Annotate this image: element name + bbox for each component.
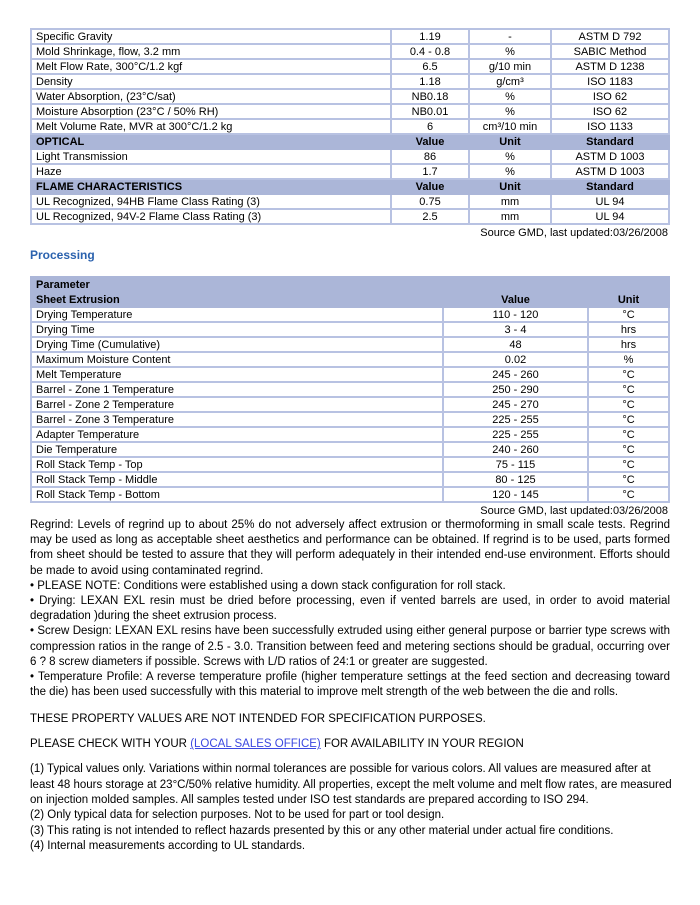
properties-row — [31, 89, 669, 104]
properties-header-row — [31, 179, 669, 194]
processing-cell: Barrel - Zone 1 Temperature — [31, 382, 443, 397]
properties-cell: mm — [469, 209, 551, 224]
properties-cell: ISO 1133 — [551, 119, 669, 134]
processing-row — [31, 472, 669, 487]
properties-cell: Haze — [31, 164, 391, 179]
processing-cell: °C — [588, 382, 669, 397]
processing-cell: Unit — [588, 292, 669, 307]
processing-cell: Adapter Temperature — [31, 427, 443, 442]
processing-cell: Roll Stack Temp - Bottom — [31, 487, 443, 502]
properties-header-row — [31, 134, 669, 149]
properties-row — [31, 44, 669, 59]
properties-cell: 1.19 — [391, 29, 469, 44]
processing-cell: 80 - 125 — [443, 472, 588, 487]
footnote-3: (3) This rating is not intended to reflect hazards presented by this or any other material under actual fire conditions. — [30, 824, 614, 837]
processing-cell: 110 - 120 — [443, 307, 588, 322]
processing-cell: 225 - 255 — [443, 427, 588, 442]
processing-cell: 245 - 260 — [443, 367, 588, 382]
processing-heading: Processing — [30, 248, 95, 262]
properties-row — [31, 104, 669, 119]
properties-cell: % — [469, 89, 551, 104]
local-sales-office-link[interactable]: (LOCAL SALES OFFICE) — [190, 738, 321, 751]
properties-cell: Water Absorption, (23°C/sat) — [31, 89, 391, 104]
processing-cell: 245 - 270 — [443, 397, 588, 412]
properties-cell: 0.4 - 0.8 — [391, 44, 469, 59]
processing-cell: Die Temperature — [31, 442, 443, 457]
processing-cell: Roll Stack Temp - Top — [31, 457, 443, 472]
properties-cell: ISO 62 — [551, 89, 669, 104]
processing-row — [31, 442, 669, 457]
properties-cell: % — [469, 149, 551, 164]
footnote-4: (4) Internal measurements according to UL standards. — [30, 839, 306, 852]
processing-table — [30, 276, 670, 503]
footnote-2: (2) Only typical data for selection purposes. Not to be used for part or tool design. — [30, 809, 445, 822]
processing-table-body — [31, 277, 669, 502]
properties-cell: UL 94 — [551, 194, 669, 209]
processing-cell: 3 - 4 — [443, 322, 588, 337]
processing-header-row — [31, 292, 669, 307]
properties-cell: NB0.01 — [391, 104, 469, 119]
properties-cell: Density — [31, 74, 391, 89]
processing-cell: Drying Temperature — [31, 307, 443, 322]
processing-cell: hrs — [588, 322, 669, 337]
processing-cell: % — [588, 352, 669, 367]
processing-cell: Barrel - Zone 3 Temperature — [31, 412, 443, 427]
properties-cell: g/10 min — [469, 59, 551, 74]
properties-cell: ASTM D 1003 — [551, 164, 669, 179]
processing-notes — [30, 518, 670, 700]
processing-row — [31, 412, 669, 427]
properties-table — [30, 28, 670, 225]
note-please-note: • PLEASE NOTE: Conditions were established using a down stack configuration for roll stack. — [30, 579, 506, 592]
footnote-1: (1) Typical values only. Variations within normal tolerances are possible for various colors. All values are measured after at least 48 hours storage at 23°C/50% relative humidity. All properties, except the melt volume and melt flow rates, are measured on injection molded samples. All samples tested under ISO test standards are prepared according to ISO 294. — [30, 763, 672, 807]
processing-row — [31, 337, 669, 352]
properties-table-body — [31, 29, 669, 224]
properties-cell: cm³/10 min — [469, 119, 551, 134]
availability-statement — [30, 738, 670, 750]
processing-row — [31, 367, 669, 382]
properties-cell: UL 94 — [551, 209, 669, 224]
processing-cell: 250 - 290 — [443, 382, 588, 397]
properties-cell: Unit — [469, 134, 551, 149]
processing-row — [31, 427, 669, 442]
processing-cell: 48 — [443, 337, 588, 352]
properties-cell: 1.18 — [391, 74, 469, 89]
note-drying: • Drying: LEXAN EXL resin must be dried before processing, even if vented barrels are used, in order to avoid material degradation )during the sheet extrusion process. — [30, 595, 670, 623]
processing-row — [31, 322, 669, 337]
processing-row — [31, 382, 669, 397]
properties-source-note: Source GMD, last updated:03/26/2008 — [480, 227, 668, 239]
availability-suffix: FOR AVAILABILITY IN YOUR REGION — [320, 738, 524, 751]
processing-row — [31, 457, 669, 472]
properties-cell: % — [469, 104, 551, 119]
properties-cell: Unit — [469, 179, 551, 194]
processing-cell: °C — [588, 397, 669, 412]
footnotes — [30, 762, 674, 854]
processing-cell: 75 - 115 — [443, 457, 588, 472]
processing-cell: °C — [588, 367, 669, 382]
properties-row — [31, 149, 669, 164]
processing-cell: hrs — [588, 337, 669, 352]
processing-cell: Drying Time — [31, 322, 443, 337]
processing-row — [31, 307, 669, 322]
properties-cell: 0.75 — [391, 194, 469, 209]
spec-purpose-statement: THESE PROPERTY VALUES ARE NOT INTENDED FOR SPECIFICATION PURPOSES. — [30, 713, 486, 726]
properties-cell: UL Recognized, 94HB Flame Class Rating (3) — [31, 194, 391, 209]
properties-cell: ASTM D 792 — [551, 29, 669, 44]
properties-cell: NB0.18 — [391, 89, 469, 104]
properties-cell: - — [469, 29, 551, 44]
processing-cell: °C — [588, 412, 669, 427]
processing-cell: Maximum Moisture Content — [31, 352, 443, 367]
properties-cell: UL Recognized, 94V-2 Flame Class Rating (3) — [31, 209, 391, 224]
properties-cell: Melt Volume Rate, MVR at 300°C/1.2 kg — [31, 119, 391, 134]
properties-cell: 1.7 — [391, 164, 469, 179]
properties-cell: Standard — [551, 179, 669, 194]
processing-row — [31, 397, 669, 412]
properties-cell: Value — [391, 134, 469, 149]
properties-cell: Mold Shrinkage, flow, 3.2 mm — [31, 44, 391, 59]
properties-row — [31, 59, 669, 74]
properties-cell: ASTM D 1003 — [551, 149, 669, 164]
availability-prefix: PLEASE CHECK WITH YOUR — [30, 738, 191, 751]
processing-cell: °C — [588, 307, 669, 322]
processing-cell: °C — [588, 442, 669, 457]
properties-row — [31, 194, 669, 209]
properties-cell: g/cm³ — [469, 74, 551, 89]
processing-cell: Value — [443, 292, 588, 307]
processing-cell: 0.02 — [443, 352, 588, 367]
properties-cell: Specific Gravity — [31, 29, 391, 44]
properties-cell: 6 — [391, 119, 469, 134]
processing-source-note: Source GMD, last updated:03/26/2008 — [480, 505, 668, 517]
processing-cell: Drying Time (Cumulative) — [31, 337, 443, 352]
processing-header-row — [31, 277, 669, 292]
processing-cell: 225 - 255 — [443, 412, 588, 427]
properties-row — [31, 74, 669, 89]
processing-row — [31, 487, 669, 502]
properties-cell: % — [469, 44, 551, 59]
properties-cell: SABIC Method — [551, 44, 669, 59]
properties-cell: Standard — [551, 134, 669, 149]
properties-cell: mm — [469, 194, 551, 209]
processing-cell: Roll Stack Temp - Middle — [31, 472, 443, 487]
processing-cell: Melt Temperature — [31, 367, 443, 382]
note-temperature-profile: • Temperature Profile: A reverse temperature profile (higher temperature settings at the feed section and decreasing toward the die) has been used successfully with this material to improve melt strength of the web between the die and rolls. — [30, 671, 670, 699]
properties-cell: FLAME CHARACTERISTICS — [31, 179, 391, 194]
processing-cell: 240 - 260 — [443, 442, 588, 457]
properties-cell: 6.5 — [391, 59, 469, 74]
note-screw-design: • Screw Design: LEXAN EXL resins have been successfully extruded using either general purpose or barrier type screws with compression ratios in the range of 2.5 - 3.0. Transition between feed and metering sections should be gradual, occurring over 6 ? 8 screw diameters if possible. Screws with L/D ratios of 24:1 or greater are suggested. — [30, 625, 670, 668]
properties-cell: Value — [391, 179, 469, 194]
properties-cell: Light Transmission — [31, 149, 391, 164]
processing-row — [31, 352, 669, 367]
properties-cell: Moisture Absorption (23°C / 50% RH) — [31, 104, 391, 119]
properties-cell: % — [469, 164, 551, 179]
properties-cell: Melt Flow Rate, 300°C/1.2 kgf — [31, 59, 391, 74]
processing-cell: 120 - 145 — [443, 487, 588, 502]
properties-row — [31, 209, 669, 224]
properties-cell: 2.5 — [391, 209, 469, 224]
note-regrind: Regrind: Levels of regrind up to about 25% do not adversely affect extrusion or thermoforming in small scale tests. Regrind may be used as long as acceptable sheet aesthetics and performance can be obtained. If regrind is to be used, parts formed from sheet should be tested to assure that they will perform adequately in their intended end-use environment. Efforts should be made to avoid using contaminated regrind. — [30, 519, 670, 577]
properties-row — [31, 29, 669, 44]
processing-cell: Barrel - Zone 2 Temperature — [31, 397, 443, 412]
properties-row — [31, 164, 669, 179]
processing-cell: °C — [588, 472, 669, 487]
processing-cell: °C — [588, 427, 669, 442]
properties-row — [31, 119, 669, 134]
properties-cell: ISO 62 — [551, 104, 669, 119]
processing-cell: Parameter — [31, 277, 669, 292]
properties-cell: ASTM D 1238 — [551, 59, 669, 74]
processing-cell: Sheet Extrusion — [31, 292, 443, 307]
processing-cell: °C — [588, 487, 669, 502]
processing-cell: °C — [588, 457, 669, 472]
properties-cell: 86 — [391, 149, 469, 164]
properties-cell: ISO 1183 — [551, 74, 669, 89]
properties-cell: OPTICAL — [31, 134, 391, 149]
